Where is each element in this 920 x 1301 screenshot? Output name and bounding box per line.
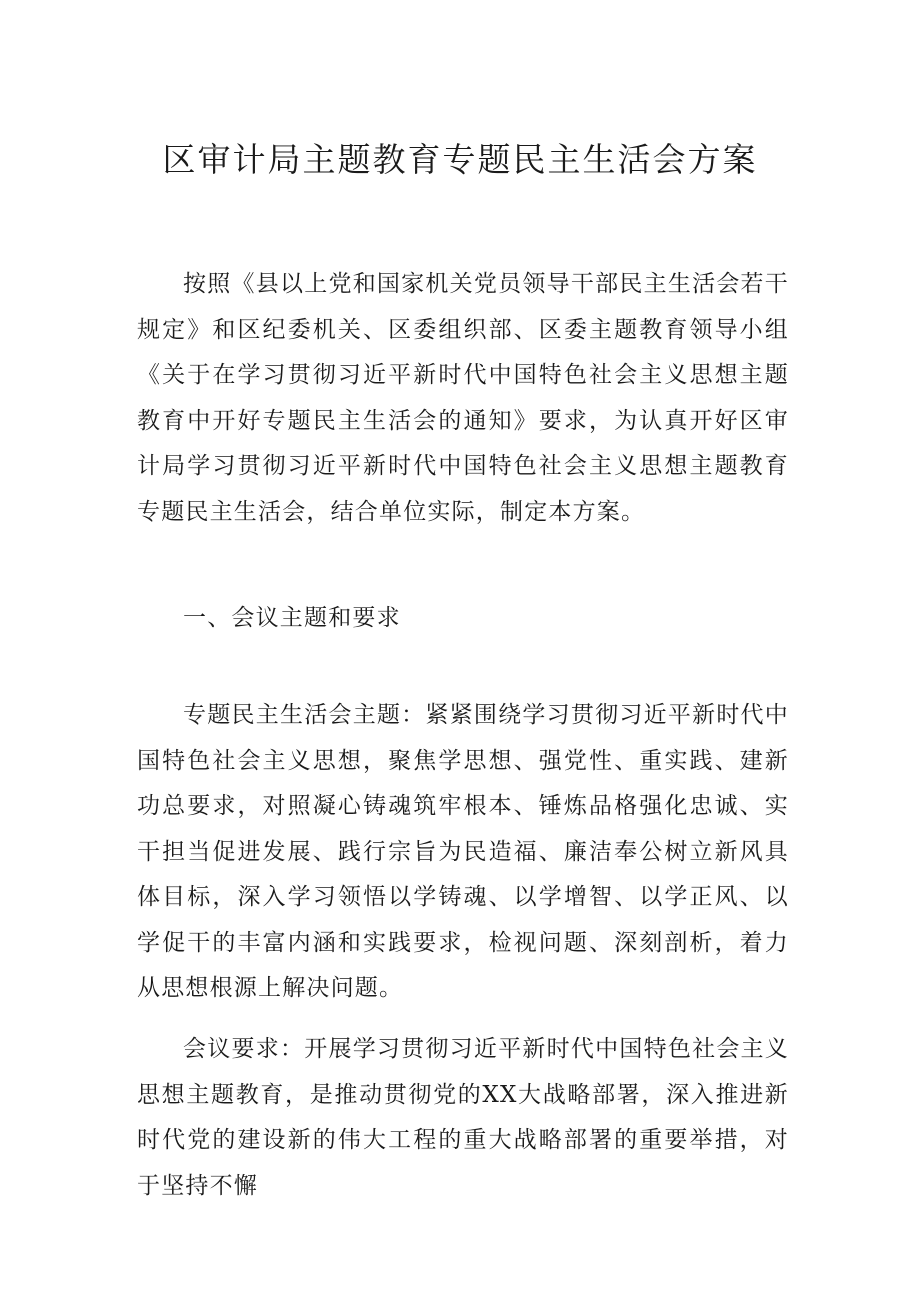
- theme-paragraph: 专题民主生活会主题：紧紧围绕学习贯彻习近平新时代中国特色社会主义思想，聚焦学思想、强党性、重实践、建新功总要求，对照凝心铸魂筑牢根本、锤炼品格强化忠诚、实干担当促进发展、践行宗旨为民造福、廉洁奉公树立新风具体目标，深入学习领悟以学铸魂、以学增智、以学正风、以学促干的丰富内涵和实践要求，检视问题、深刻剖析，着力从思想根源上解决问题。: [137, 702, 789, 1001]
- section-heading-1: 一、会议主题和要求: [183, 605, 401, 631]
- intro-paragraph: 按照《县以上党和国家机关党员领导干部民主生活会若干规定》和区纪委机关、区委组织部、区委主题教育领导小组《关于在学习贯彻习近平新时代中国特色社会主义思想主题教育中开好专题民主生活会的通知》要求，为认真开好区审计局学习贯彻习近平新时代中国特色社会主义思想主题教育专题民主生活会，结合单位实际，制定本方案。: [137, 271, 789, 525]
- document-title: 区审计局主题教育专题民主生活会方案: [162, 140, 758, 179]
- requirements-paragraph: 会议要求：开展学习贯彻习近平新时代中国特色社会主义思想主题教育，是推动贯彻党的XX大战略部署，深入推进新时代党的建设新的伟大工程的重大战略部署的重要举措，对于坚持不懈: [137, 1036, 789, 1199]
